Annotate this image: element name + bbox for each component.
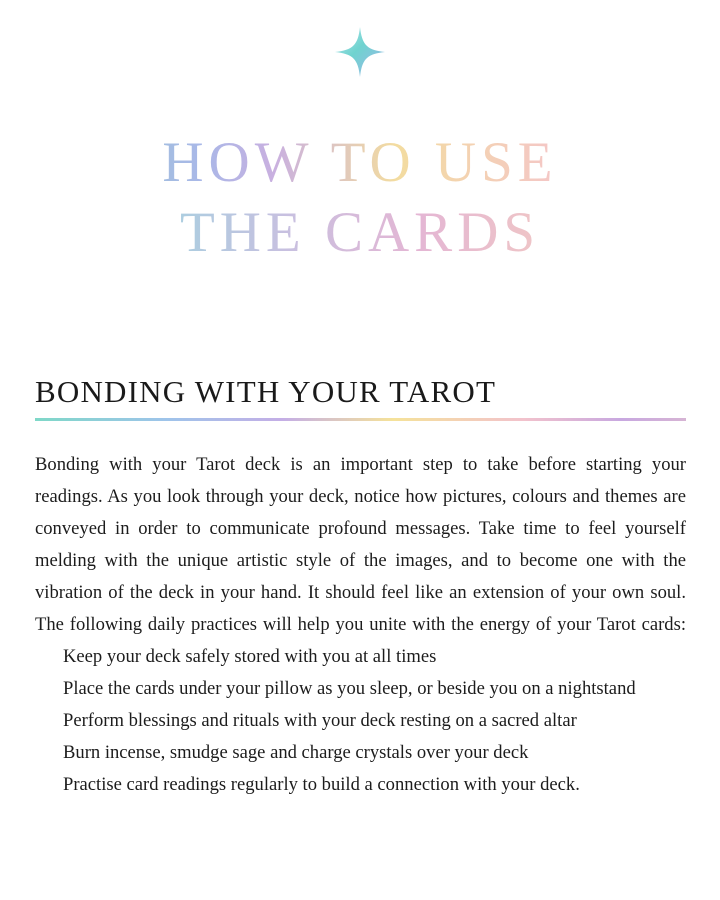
chapter-title	[0, 128, 720, 268]
chapter-title-line-2: THE CARDS	[0, 198, 720, 268]
section-heading: BONDING WITH YOUR TAROT	[35, 374, 497, 409]
practice-item: Keep your deck safely stored with you at all times	[63, 646, 437, 667]
practice-item: Perform blessings and rituals with your deck resting on a sacred altar	[63, 710, 577, 731]
practice-item: Practise card readings regularly to build a connection with your deck.	[63, 774, 580, 795]
practice-item: Place the cards under your pillow as you sleep, or beside you on a nightstand	[63, 678, 636, 699]
practice-list	[35, 641, 686, 801]
four-point-star-icon	[333, 25, 387, 79]
chapter-title-line-1: HOW TO USE	[0, 128, 720, 198]
intro-paragraph: Bonding with your Tarot deck is an important step to take before starting your readings. As you look through your deck, notice how pictures, colours and themes are conveyed in order to communicate profound messages. Take time to feel yourself melding with the unique artistic style of the images, and to become one with the vibration of the deck in your hand. It should feel like an extension of your own soul. The following daily practices will help you unite with the energy of your Tarot cards:	[35, 454, 686, 635]
practice-item: Burn incense, smudge sage and charge crystals over your deck	[63, 742, 529, 763]
section-body	[35, 449, 686, 801]
rainbow-divider	[35, 418, 686, 421]
